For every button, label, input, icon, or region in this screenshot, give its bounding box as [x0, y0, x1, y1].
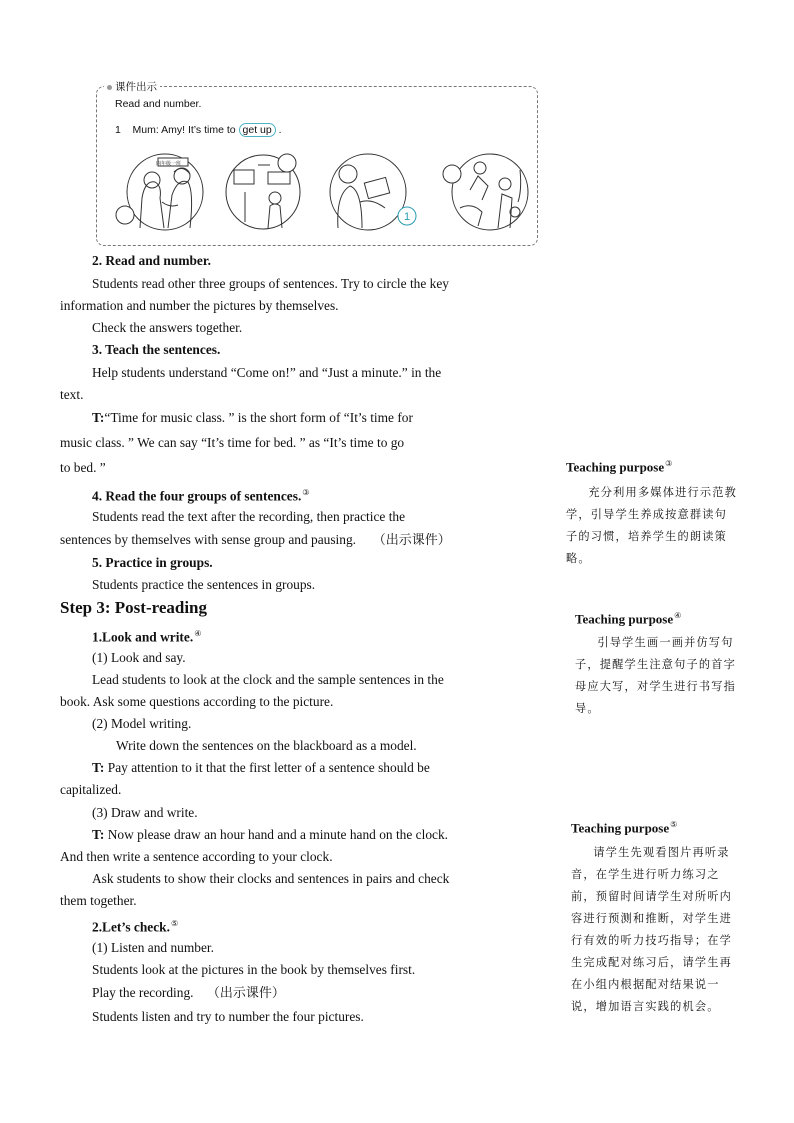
lw-paragraph3-line1: Ask students to show their clocks and sentences in pairs and check: [92, 871, 450, 886]
section-5-title: 5. Practice in groups.: [92, 555, 213, 570]
section-4-title: [92, 484, 309, 505]
s3-teacher-text: “Time for music class. ” is the short form of “It’s time for: [104, 410, 413, 425]
lw-teacher3-line1: [92, 826, 448, 844]
s5-paragraph: Students practice the sentences in groups.: [92, 577, 316, 592]
teaching-purpose-5-text: 请学生先观看图片再听录音，在学生进行听力练习之前，预留时间请学生对所听内容进行预测和推断，对学生进行有效的听力技巧指导；在学生完成配对练习后，请学生再在小组内根据配对结果说一说，增加语言实践的机会。: [571, 846, 733, 1013]
s4-paragraph-line1: Students read the text after the recording, then practice the: [92, 509, 406, 524]
teaching-purpose-3-title: [566, 459, 672, 475]
teaching-purpose-4-title: [575, 611, 681, 627]
lw-teacher3-line2: And then write a sentence according to your clock.: [60, 849, 333, 864]
tp4-title-text: Teaching purpose: [575, 611, 674, 627]
section-2-title: 2. Read and number.: [92, 253, 211, 268]
answer-circle-a[interactable]: [116, 206, 134, 224]
lw-teacher2-text: Pay attention to it that the first letter of a sentence should be: [107, 760, 430, 775]
teacher-label: T:: [92, 827, 105, 842]
lc-play-text: Play the recording.: [92, 985, 194, 1000]
tp4-ref: ④: [674, 611, 682, 620]
tp3-title-text: Teaching purpose: [566, 459, 665, 475]
courseware-instruction: Read and number.: [115, 98, 202, 110]
lw-paragraph2: Write down the sentences on the blackboard as a model.: [116, 738, 417, 753]
tp3-ref: ③: [665, 459, 673, 468]
sentence-before: Mum: Amy! It’s time to: [132, 124, 236, 136]
answer-highlight: get up: [239, 123, 276, 137]
lw-paragraph3-line2: them together.: [60, 893, 137, 908]
answer-circle-b[interactable]: [278, 154, 296, 172]
s3-paragraph-line1: Help students understand “Come on!” and “Just a minute.” in the: [92, 365, 442, 380]
lc-paragraph2: [92, 984, 285, 1003]
teaching-purpose-3-text: 充分利用多媒体进行示范教学，引导学生养成按意群读句子的习惯，培养学生的朗读策略。: [566, 486, 738, 565]
footnote-ref-5: ⑤: [170, 919, 179, 928]
s4-title-text: 4. Read the four groups of sentences.: [92, 488, 302, 504]
lets-check-title: [92, 915, 178, 936]
lc-sub-1: (1) Listen and number.: [92, 940, 214, 955]
picture-playground: [452, 154, 528, 230]
item-number: 1: [115, 124, 121, 136]
lw-sub-2: (2) Model writing.: [92, 716, 192, 731]
s3-teacher-line3: to bed. ”: [60, 460, 106, 475]
s2-paragraph-line1: Students read other three groups of sentences. Try to circle the key: [92, 276, 449, 291]
show-courseware-note: （出示课件）: [206, 986, 285, 1001]
lw-paragraph1-line2: book. Ask some questions according to the picture.: [60, 694, 334, 709]
teaching-purpose-4-text: 引导学生画一画并仿写句子，提醒学生注意句子的首字母应大写，对学生进行书写指导。: [575, 636, 737, 715]
courseware-sentence: [115, 124, 282, 136]
teacher-label: T:: [92, 410, 105, 425]
answer-number: 1: [404, 211, 411, 223]
teaching-purpose-5-title: [571, 820, 677, 836]
s4-paragraph-line2: [60, 531, 451, 550]
step-3-title: Step 3: Post-reading: [60, 598, 208, 617]
show-courseware-note: （出示课件）: [372, 533, 451, 548]
s3-paragraph-line2: text.: [60, 387, 84, 402]
s3-teacher-line1: [92, 409, 413, 427]
courseware-tag: [104, 79, 160, 94]
lw-teacher2-line1: [92, 759, 430, 777]
lw-teacher3-text: Now please draw an hour hand and a minute hand on the clock.: [107, 827, 449, 842]
picture-sign: 四年级一班: [156, 161, 182, 167]
tp5-ref: ⑤: [670, 820, 678, 829]
s3-teacher-line2: music class. ” We can say “It’s time for bed. ” as “It’s time to go: [60, 435, 405, 450]
footnote-ref-3: ③: [302, 488, 310, 497]
s2-paragraph-line2: information and number the pictures by themselves.: [60, 298, 339, 313]
courseware-tag-label: 课件出示: [115, 81, 157, 93]
s2-check-answers: Check the answers together.: [92, 320, 243, 335]
section-3-title: 3. Teach the sentences.: [92, 342, 221, 357]
lc-paragraph3: Students listen and try to number the four pictures.: [92, 1009, 364, 1024]
lw-sub-1: (1) Look and say.: [92, 650, 186, 665]
look-and-write-title: [92, 625, 201, 646]
lc-title-text: 2.Let’s check.: [92, 919, 170, 935]
answer-circle-d[interactable]: [443, 165, 461, 183]
picture-bedroom: [330, 154, 406, 230]
lw-title-text: 1.Look and write.: [92, 629, 194, 645]
footnote-ref-4: ④: [194, 629, 202, 638]
lw-teacher2-line2: capitalized.: [60, 782, 122, 797]
lw-sub-3: (3) Draw and write.: [92, 805, 198, 820]
lc-paragraph1: Students look at the pictures in the book by themselves first.: [92, 962, 416, 977]
sentence-after: .: [278, 124, 282, 136]
lw-paragraph1-line1: Lead students to look at the clock and the sample sentences in the: [92, 672, 444, 687]
s4-line2-text: sentences by themselves with sense group and pausing.: [60, 532, 357, 547]
tp5-title-text: Teaching purpose: [571, 820, 670, 836]
courseware-pictures: [110, 150, 535, 235]
teacher-label: T:: [92, 760, 105, 775]
